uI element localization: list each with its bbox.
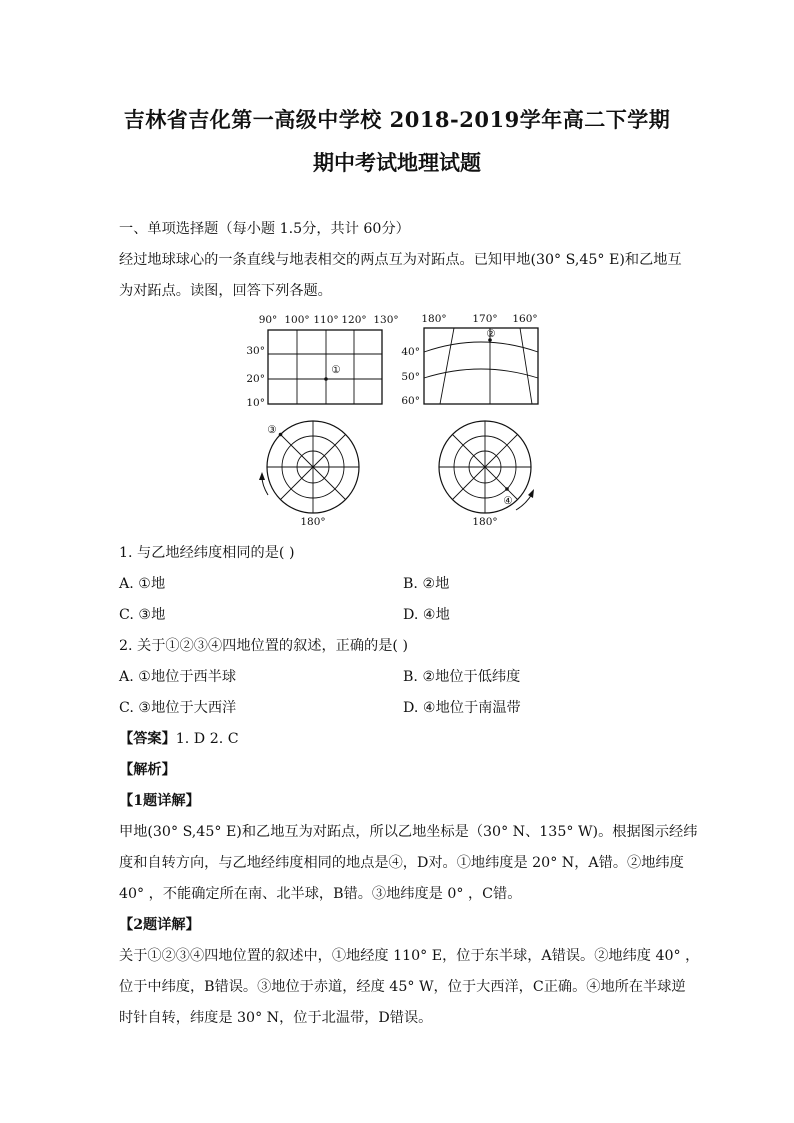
- q1-analysis-label: 【1题详解】: [119, 793, 200, 809]
- panel-a-grid: [246, 314, 398, 409]
- panel-b-left-label: 40°: [401, 346, 420, 358]
- intro-text-line1: 经过地球球心的一条直线与地表相交的两点互为对跖点。已知甲地(30° S,45° E)和乙地互: [119, 252, 682, 268]
- q2-analysis-label: 【2题详解】: [119, 917, 200, 933]
- panel-b-graticule: [401, 313, 538, 407]
- panel-c-bottom-label: 180°: [300, 516, 326, 528]
- panel-c-polar: [259, 421, 359, 528]
- answer-text: 1. D 2. C: [175, 731, 239, 747]
- q2-analysis-line: 时针自转，纬度是 30° N，位于北温带，D错误。: [119, 1010, 433, 1026]
- panel-a-top-label: 100°: [284, 314, 310, 326]
- marker-1: ①: [331, 364, 341, 376]
- question-1-option-d: D. ④地: [403, 607, 450, 623]
- panel-b-top-label: 160°: [512, 313, 538, 325]
- question-1-option-c: C. ③地: [119, 607, 166, 623]
- panel-b-left-label: 60°: [401, 395, 420, 407]
- panel-a-top-label: 90°: [258, 314, 278, 326]
- panel-a-left-label: 20°: [246, 373, 265, 385]
- analysis-label: 【解析】: [119, 762, 176, 778]
- q1-analysis-line: 甲地(30° S,45° E)和乙地互为对跖点，所以乙地坐标是（30° N、135° W)。根据图示经纬: [119, 824, 698, 840]
- question-1-stem: 1. 与乙地经纬度相同的是( ): [119, 545, 295, 561]
- q2-analysis-line: 位于中纬度，B错误。③地位于赤道，经度 45° W，位于大西洋，C正确。④地所在半球逆: [119, 979, 686, 995]
- question-2-stem: 2. 关于①②③④四地位置的叙述，正确的是( ): [119, 638, 409, 654]
- question-2-option-c: C. ③地位于大西洋: [119, 700, 237, 716]
- panel-b-top-label: 170°: [472, 313, 498, 325]
- answer-label: 【答案】: [119, 731, 176, 747]
- marker-2: ②: [486, 328, 496, 340]
- panel-a-top-label: 120°: [341, 314, 367, 326]
- panel-b-left-label: 50°: [401, 371, 420, 383]
- document-title-line1: 吉林省吉化第一高级中学校 2018-2019学年高二下学期: [123, 107, 671, 132]
- map-figure: [240, 310, 545, 528]
- panel-a-left-label: 30°: [246, 345, 265, 357]
- panel-a-left-label: 10°: [246, 397, 265, 409]
- question-2-option-b: B. ②地位于低纬度: [403, 669, 521, 685]
- document-title-line2: 期中考试地理试题: [313, 150, 481, 175]
- question-1-option-b: B. ②地: [403, 576, 450, 592]
- marker-4: ④: [503, 495, 513, 507]
- marker-3: ③: [267, 424, 277, 436]
- question-2-option-a: A. ①地位于西半球: [119, 669, 237, 685]
- panel-d-bottom-label: 180°: [472, 516, 498, 528]
- panel-a-top-label: 130°: [373, 314, 399, 326]
- panel-a-top-label: 110°: [313, 314, 339, 326]
- q2-analysis-line: 关于①②③④四地位置的叙述中，①地经度 110° E，位于东半球，A错误。②地纬度 40° ，: [119, 948, 700, 964]
- question-2-option-d: D. ④地位于南温带: [403, 700, 521, 716]
- q1-analysis-line: 度和自转方向，与乙地经纬度相同的地点是④，D对。①地纬度是 20° N，A错。②地纬度: [119, 855, 684, 871]
- q1-analysis-line: 40° ，不能确定所在南、北半球，B错。③地纬度是 0° ，C错。: [119, 886, 522, 902]
- intro-text-line2: 为对跖点。读图，回答下列各题。: [119, 283, 332, 299]
- question-1-option-a: A. ①地: [119, 576, 166, 592]
- panel-d-polar: [439, 421, 534, 528]
- section-heading: 一、单项选择题（每小题 1.5分，共计 60分）: [119, 221, 410, 237]
- panel-b-top-label: 180°: [421, 313, 447, 325]
- answer-line: [119, 728, 239, 748]
